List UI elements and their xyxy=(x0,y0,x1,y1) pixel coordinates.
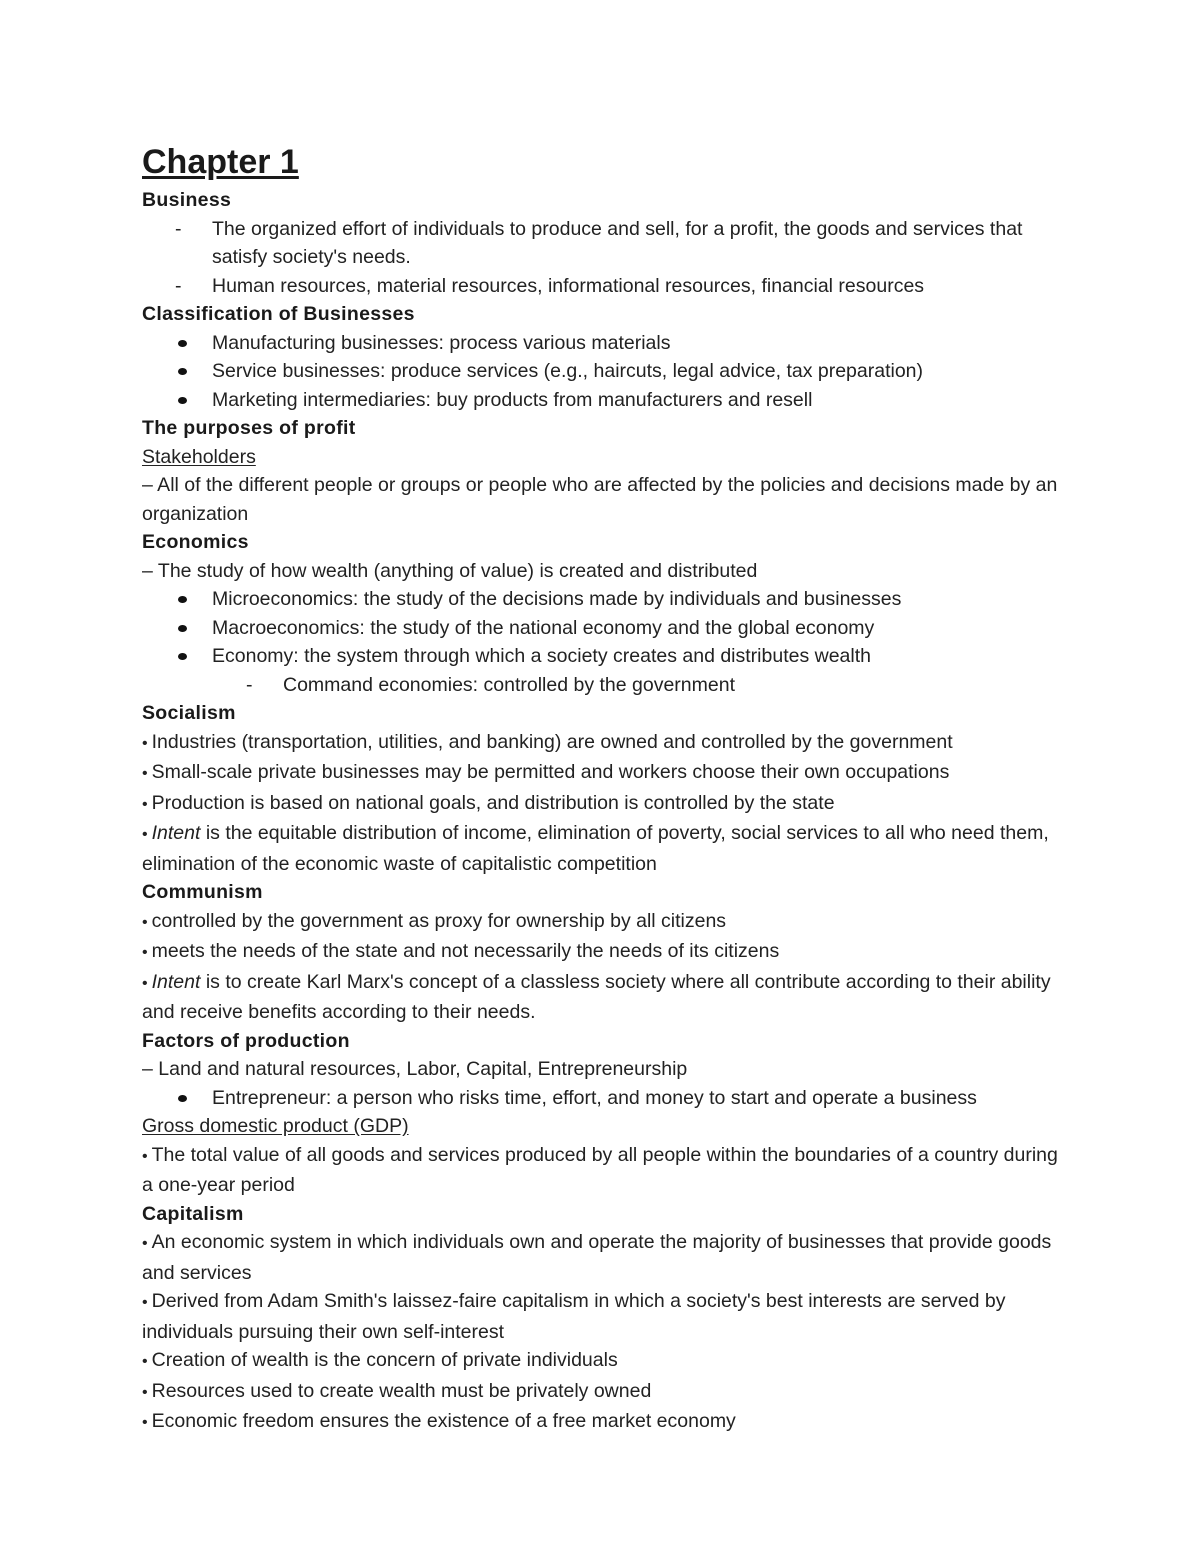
dash-marker: - xyxy=(175,217,182,240)
bullet-icon: • xyxy=(142,1294,148,1311)
list-item xyxy=(142,1377,1072,1408)
bullet-icon: • xyxy=(142,913,148,931)
paragraph-economics: – The study of how wealth (anything of value) is created and distributed xyxy=(142,559,758,582)
bullet-icon: • xyxy=(142,1147,148,1165)
list-item xyxy=(142,329,1072,358)
list-item-text: is the equitable distribution of income, elimination of poverty, social services to all who need them, elimination of the economic waste of capitalistic competition xyxy=(142,822,1049,875)
list-item-text: controlled by the government as proxy for ownership by all citizens xyxy=(151,909,727,932)
list-item-text: Microeconomics: the study of the decisions made by individuals and businesses xyxy=(212,588,902,610)
bullet-icon xyxy=(178,397,187,404)
list-item-text: Economic freedom ensures the existence of a free market economy xyxy=(151,1410,736,1432)
bullet-icon xyxy=(178,625,187,632)
list-item xyxy=(142,215,1072,272)
bullet-icon: • xyxy=(142,826,148,843)
subheading-stakeholders: Stakeholders xyxy=(142,445,256,468)
list-item-text: Industries (transportation, utilities, and banking) are owned and controlled by the government xyxy=(151,730,953,753)
list-item-text: Service businesses: produce services (e.g., haircuts, legal advice, tax preparation) xyxy=(212,360,924,382)
bullet-icon xyxy=(178,368,187,375)
bullet-icon xyxy=(178,653,187,660)
list-item xyxy=(142,614,1072,643)
bullet-icon xyxy=(178,596,187,603)
heading-socialism: Socialism xyxy=(142,702,236,724)
list-item-text: The total value of all goods and services produced by all people within the boundaries of a country during a one-year period xyxy=(142,1143,1058,1196)
paragraph-factors: – Land and natural resources, Labor, Capital, Entrepreneurship xyxy=(142,1058,688,1080)
bullet-icon: • xyxy=(142,1383,148,1401)
list-item-text: The organized effort of individuals to produce and sell, for a profit, the goods and services that satisfy society's needs. xyxy=(212,217,1023,268)
heading-capitalism: Capitalism xyxy=(142,1202,244,1225)
dash-marker: - xyxy=(246,673,253,696)
list-item xyxy=(142,272,1072,301)
page-title: Chapter 1 xyxy=(142,143,299,181)
bullet-icon xyxy=(178,1095,187,1102)
heading-economics: Economics xyxy=(142,531,249,553)
list-item-text: Entrepreneur: a person who risks time, effort, and money to start and operate a business xyxy=(212,1086,977,1109)
bullet-icon: • xyxy=(142,734,148,752)
list-item xyxy=(142,1346,1072,1377)
bullet-icon: • xyxy=(142,765,148,782)
list-item xyxy=(142,728,1072,759)
list-item-text: Human resources, material resources, informational resources, financial resources xyxy=(212,274,925,297)
list-item xyxy=(142,1287,1072,1346)
subheading-gdp: Gross domestic product (GDP) xyxy=(142,1115,409,1137)
heading-communism: Communism xyxy=(142,881,263,903)
paragraph-stakeholders: – All of the different people or groups or people who are affected by the policies and decisions made by an organization xyxy=(142,474,1058,525)
list-item-text: Economy: the system through which a society creates and distributes wealth xyxy=(212,645,871,667)
list-item xyxy=(142,671,1072,700)
list-item xyxy=(142,968,1072,1027)
list-item-text: Small-scale private businesses may be permitted and workers choose their own occupations xyxy=(151,761,950,783)
heading-classification: Classification of Businesses xyxy=(142,303,415,325)
bullet-icon: • xyxy=(142,795,148,813)
list-item xyxy=(142,1141,1072,1200)
bullet-icon: • xyxy=(142,1353,148,1370)
dash-marker: - xyxy=(175,274,182,297)
intent-label: Intent xyxy=(151,822,201,844)
list-item-text: Macroeconomics: the study of the national economy and the global economy xyxy=(212,616,875,639)
bullet-icon: • xyxy=(142,944,148,961)
list-item-text: Manufacturing businesses: process various materials xyxy=(212,331,671,354)
bullet-icon xyxy=(178,340,187,347)
list-item xyxy=(142,907,1072,938)
list-item-text: Production is based on national goals, and distribution is controlled by the state xyxy=(151,791,835,814)
intent-label: Intent xyxy=(151,970,201,993)
list-item-text: is to create Karl Marx's concept of a classless society where all contribute according to their ability and receive benefits according to their needs. xyxy=(142,970,1051,1023)
bullet-icon: • xyxy=(142,1235,148,1252)
list-item xyxy=(142,585,1072,614)
list-item-text: An economic system in which individuals own and operate the majority of businesses that provide goods and services xyxy=(142,1231,1052,1284)
document-page xyxy=(142,140,1072,1438)
list-item-text: meets the needs of the state and not necessarily the needs of its citizens xyxy=(151,940,780,962)
bullet-icon: • xyxy=(142,1414,148,1431)
list-item-text: Creation of wealth is the concern of private individuals xyxy=(151,1349,618,1371)
list-item xyxy=(142,1084,1072,1113)
list-item-text: Command economies: controlled by the government xyxy=(283,673,735,696)
list-item xyxy=(142,357,1072,386)
list-item xyxy=(142,1228,1072,1287)
list-item xyxy=(142,789,1072,820)
list-item xyxy=(142,386,1072,415)
bullet-icon: • xyxy=(142,974,148,992)
list-item xyxy=(142,937,1072,968)
heading-factors: Factors of production xyxy=(142,1029,350,1052)
list-item-text: Marketing intermediaries: buy products from manufacturers and resell xyxy=(212,388,813,411)
list-item xyxy=(142,819,1072,878)
list-item xyxy=(142,1407,1072,1438)
list-item-text: Derived from Adam Smith's laissez-faire capitalism in which a society's best interests are served by individuals pursuing their own self-interest xyxy=(142,1290,1006,1343)
list-item xyxy=(142,758,1072,789)
heading-profit: The purposes of profit xyxy=(142,417,356,439)
list-item xyxy=(142,642,1072,671)
heading-business: Business xyxy=(142,189,232,211)
list-item-text: Resources used to create wealth must be privately owned xyxy=(151,1379,652,1402)
